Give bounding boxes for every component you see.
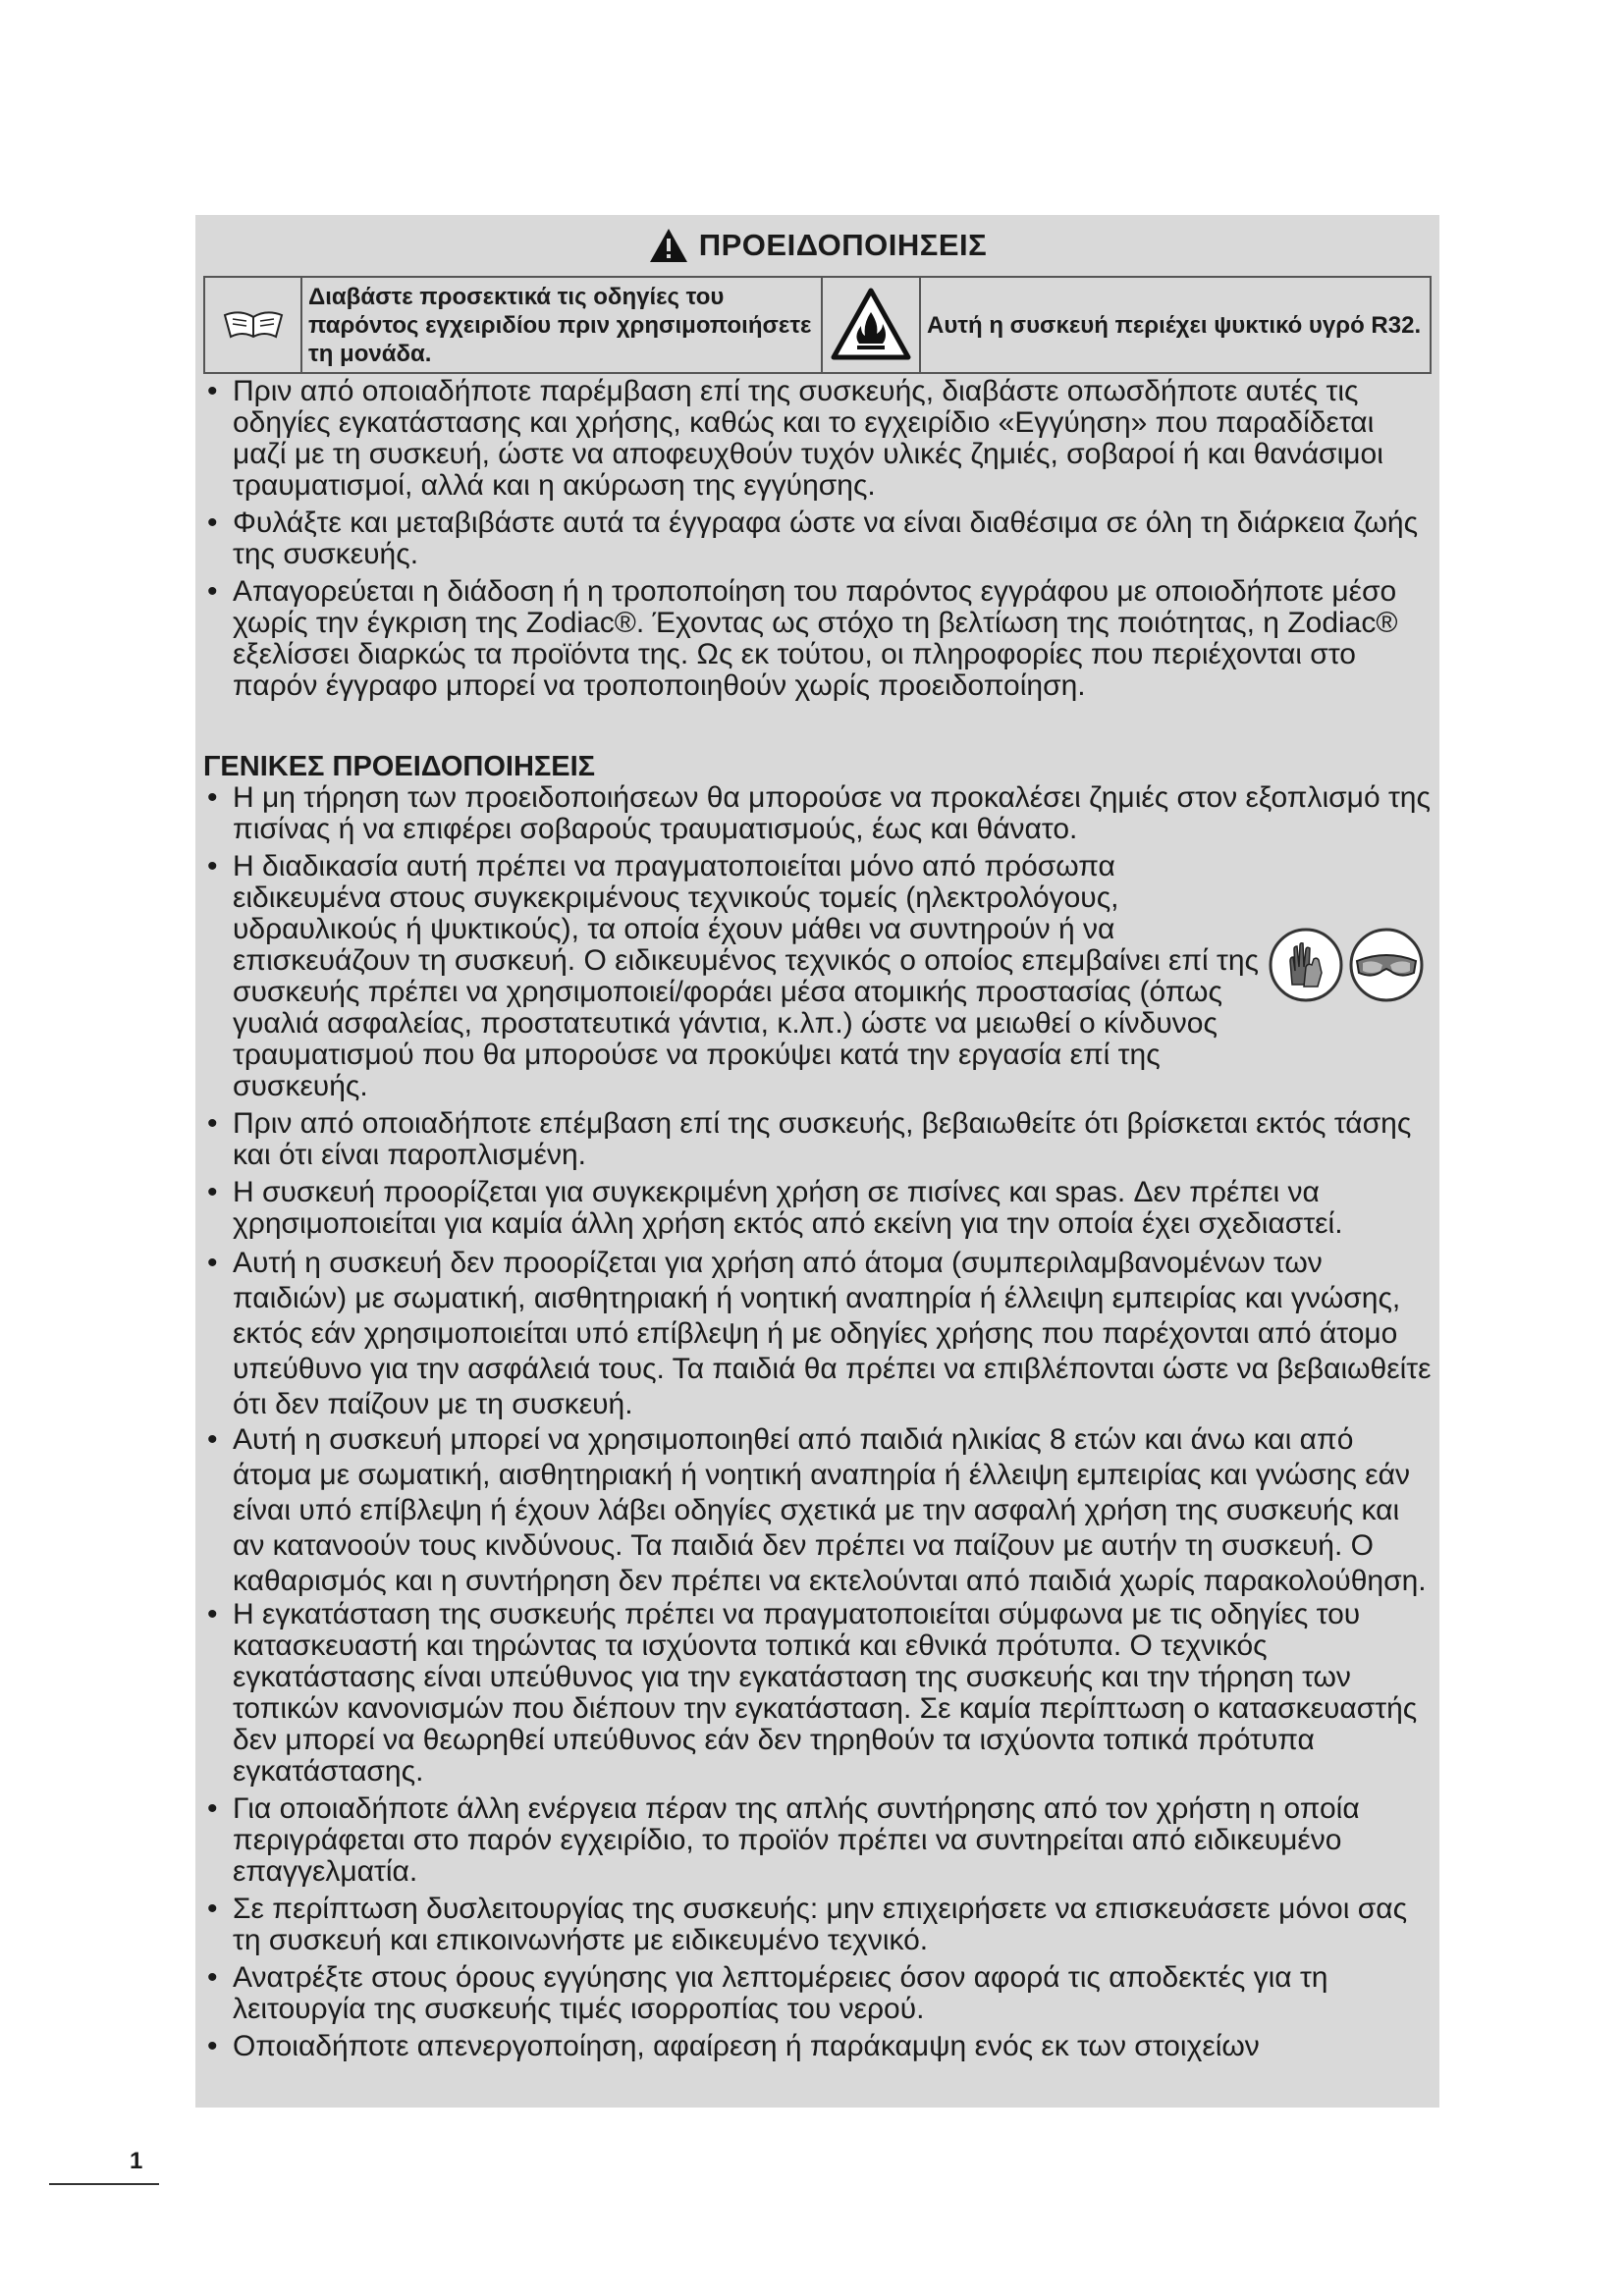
- notice-read-text: Διαβάστε προσεκτικά τις οδηγίες του παρόντος εγχειριδίου πριν χρησιμοποιήσετε τη μονάδα.: [302, 278, 823, 372]
- ppe-text: • Η διαδικασία αυτή πρέπει να πραγματοποιείται μόνο από πρόσωπα ειδικευμένα στους συγκεκριμένους τεχνικούς τομείς (ηλεκτρολόγους, υδραυλικούς ή ψυκτικούς), τα οποία έχουν μάθει να συντηρούν ή να επισκευάζουν τη συσκευή. Ο ειδικευμένος τεχνικός ο οποίος επεμβαίνει επί της συσκευής πρέπει να χρησιμοποιεί/φοράει μέσα ατομικής προστασίας (όπως γυαλιά ασφαλείας, προστατευτικά γάντια, κ.λπ.) ώστε να μειωθεί ο κίνδυνος τραυματισμού που θα μπορούσε να προκύψει κατά την εργασία επί της συσκευής.: [233, 850, 1260, 1102]
- gloves-icon: [1269, 928, 1343, 1002]
- flame-icon-cell: [823, 278, 921, 372]
- general-warnings-heading: ΓΕΝΙΚΕΣ ΠΡΟΕΙΔΟΠΟΙΗΣΕΙΣ: [203, 751, 596, 782]
- intro-bullet-list: [203, 376, 1432, 702]
- list-item: • Αυτή η συσκευή δεν προορίζεται για χρήση από άτομα (συμπεριλαμβανομένων των παιδιών) με σωματική, αισθητηριακή ή νοητική αναπηρία ή έλλειψη εμπειρίας και γνώσης, εκτός εάν χρησιμοποιείται υπό επίβλεψη ή με οδηγίες χρήσης που παρέχονται από άτομο υπεύθυνο για την ασφάλειά τους. Τα παιδιά θα πρέπει να επιβλέπονται ώστε να βεβαιωθείτε ότι δεν παίζουν με τη συσκευή.: [203, 1246, 1432, 1422]
- list-item-ppe: [203, 851, 1432, 1102]
- list-item: • Πριν από οποιαδήποτε επέμβαση επί της συσκευής, βεβαιωθείτε ότι βρίσκεται εκτός τάσης και ότι είναι παροπλισμένη.: [203, 1108, 1432, 1171]
- notice-table: [203, 276, 1432, 374]
- warnings-panel: [195, 215, 1439, 2108]
- list-item: • Σε περίπτωση δυσλειτουργίας της συσκευής: μην επιχειρήσετε να επισκευάσετε μόνοι σας τη συσκευή και επικοινωνήστε με ειδικευμένο τεχνικό.: [203, 1894, 1432, 1956]
- list-item: • Για οποιαδήποτε άλλη ενέργεια πέραν της απλής συντήρησης από τον χρήστη η οποία περιγράφεται στο παρόν εγχειρίδιο, το προϊόν πρέπει να συντηρείται από ειδικευμένο επαγγελματία.: [203, 1793, 1432, 1888]
- goggles-icon: [1349, 928, 1424, 1002]
- list-item: • Η μη τήρηση των προειδοποιήσεων θα μπορούσε να προκαλέσει ζημιές στον εξοπλισμό της πισίνας ή να επιφέρει σοβαρούς τραυματισμούς, έως και θάνατο.: [203, 782, 1432, 845]
- notice-refrigerant-text: Αυτή η συσκευή περιέχει ψυκτικό υγρό R32.: [927, 311, 1422, 339]
- panel-title-text: ΠΡΟΕΙΔΟΠΟΙΗΣΕΙΣ: [698, 228, 988, 262]
- list-item: • Ανατρέξτε στους όρους εγγύησης για λεπτομέρειες όσον αφορά τις αποδεκτές για τη λειτουργία της συσκευής τιμές ισορροπίας του νερού.: [203, 1962, 1432, 2025]
- book-icon-cell: [205, 278, 302, 372]
- list-item: • Απαγορεύεται η διάδοση ή η τροποποίηση του παρόντος εγγράφου με οποιοδήποτε μέσο χωρίς την έγκριση της Zodiac®. Έχοντας ως στόχο τη βελτίωση της ποιότητας, η Zodiac® εξελίσσει διαρκώς τα προϊόντα της. Ως εκ τούτου, οι πληροφορίες που περιέχονται στο παρόν έγγραφο μπορεί να τροποποιηθούν χωρίς προειδοποίηση.: [203, 576, 1432, 702]
- list-item: • Φυλάξτε και μεταβιβάστε αυτά τα έγγραφα ώστε να είναι διαθέσιμα σε όλη τη διάρκεια ζωής της συσκευής.: [203, 507, 1432, 570]
- page-number: 1: [130, 2148, 143, 2174]
- footer-divider: [49, 2183, 159, 2185]
- list-item: • Αυτή η συσκευή μπορεί να χρησιμοποιηθεί από παιδιά ηλικίας 8 ετών και άνω και από άτομα με σωματική, αισθητηριακή ή νοητική αναπηρία ή έλλειψη εμπειρίας και γνώσης εάν είναι υπό επίβλεψη ή έχουν λάβει οδηγίες σχετικά με την ασφαλή χρήση της συσκευής και αν κατανοούν τους κινδύνους. Τα παιδιά δεν πρέπει να παίζουν με αυτήν τη συσκευή. Ο καθαρισμός και η συντήρηση δεν πρέπει να εκτελούνται από παιδιά χωρίς παρακολούθηση.: [203, 1422, 1432, 1599]
- ppe-icons: [1269, 928, 1424, 1002]
- list-item: • Οποιαδήποτε απενεργοποίηση, αφαίρεση ή παράκαμψη ενός εκ των στοιχείων: [203, 2031, 1432, 2062]
- warning-triangle-icon: [648, 227, 689, 264]
- list-item: • Πριν από οποιαδήποτε παρέμβαση επί της συσκευής, διαβάστε οπωσδήποτε αυτές τις οδηγίες εγκατάστασης και χρήσης, καθώς και το εγχειρίδιο «Εγγύηση» που παραδίδεται μαζί με τη συσκευή, ώστε να αποφευχθούν τυχόν υλικές ζημιές, σοβαροί ή και θανάσιμοι τραυματισμοί, αλλά και η ακύρωση της εγγύησης.: [203, 376, 1432, 502]
- panel-title: [203, 215, 1432, 276]
- book-icon: [219, 305, 288, 345]
- list-item: • Η συσκευή προορίζεται για συγκεκριμένη χρήση σε πισίνες και spas. Δεν πρέπει να χρησιμοποιείται για καμία άλλη χρήση εκτός από εκείνη για την οποία έχει σχεδιαστεί.: [203, 1177, 1432, 1240]
- general-warnings-list: [203, 782, 1432, 2062]
- flammable-warning-icon: [830, 287, 912, 363]
- list-item: • Η εγκατάσταση της συσκευής πρέπει να πραγματοποιείται σύμφωνα με τις οδηγίες του κατασκευαστή και τηρώντας τα ισχύοντα τοπικά και εθνικά πρότυπα. Ο τεχνικός εγκατάστασης είναι υπεύθυνος για την εγκατάσταση της συσκευής και την τήρηση των τοπικών κανονισμών που διέπουν την εγκατάσταση. Σε καμία περίπτωση ο κατασκευαστής δεν μπορεί να θεωρηθεί υπεύθυνος εάν δεν τηρηθούν τα ισχύοντα τοπικά πρότυπα εγκατάστασης.: [203, 1599, 1432, 1788]
